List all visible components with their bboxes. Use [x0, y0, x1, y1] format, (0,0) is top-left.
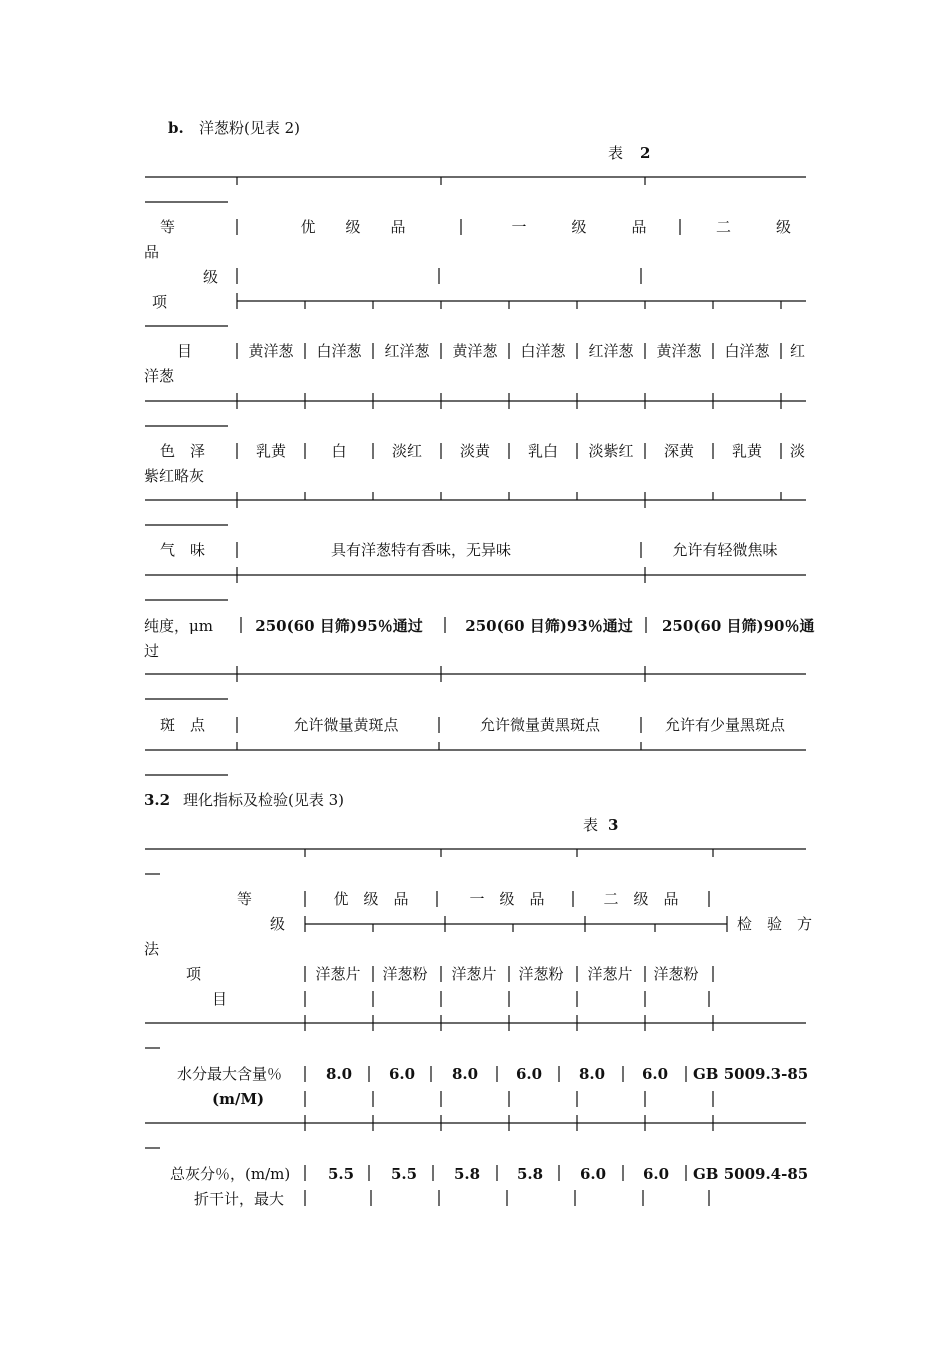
t2-header-grade-premium: 优 级 品 — [300, 218, 406, 236]
t3-corner-item-2: 目 — [212, 990, 228, 1008]
t3-ash-v1: 5.5 — [327, 1165, 355, 1183]
t3-header-grade-second: 二 级 品 — [603, 890, 679, 908]
t3-header-method: 检 验 方 — [737, 915, 813, 933]
t3-header-grade-premium: 优 级 品 — [333, 890, 409, 908]
t2-color-v3: 淡红 — [391, 442, 423, 460]
t2-sub-yellow-3: 黄洋葱 — [656, 342, 702, 360]
table3-caption-number: 3 — [608, 816, 619, 834]
t3-moisture-v2: 6.0 — [388, 1065, 416, 1083]
t2-purity-v1: 250(60 目筛)95％通过 — [255, 617, 423, 635]
t2-sub-red-3-wrap: 洋葱 — [144, 367, 175, 385]
t3-header-method-wrap: 法 — [144, 940, 160, 958]
t2-purity-v2: 250(60 目筛)93％通过 — [465, 617, 633, 635]
t2-color-label: 色 泽 — [160, 442, 206, 460]
t3-ash-v6: 6.0 — [642, 1165, 670, 1183]
t2-sub-white-3: 白洋葱 — [724, 342, 770, 360]
t3-ash-label-note: 折干计，最大 — [194, 1190, 285, 1208]
t2-sub-red-3: 红 — [790, 342, 806, 360]
t2-spot-v1: 允许微量黄斑点 — [293, 716, 399, 734]
t2-spot-label: 斑 点 — [160, 716, 206, 734]
t2-sub-white-1: 白洋葱 — [316, 342, 362, 360]
t2-header-grade-second-wrap: 品 — [144, 243, 160, 261]
t2-purity-v3: 250(60 目筛)90％通 — [662, 617, 815, 635]
t2-sub-yellow-2: 黄洋葱 — [452, 342, 498, 360]
t2-odor-v12: 具有洋葱特有香味，无异味 — [330, 541, 512, 559]
t2-color-v9: 淡 — [790, 442, 806, 460]
t2-color-v4: 淡黄 — [459, 442, 491, 460]
t2-corner-item-2: 目 — [177, 342, 193, 360]
table2-caption-number: 2 — [640, 144, 651, 162]
t3-sub-flake-1: 洋葱片 — [315, 965, 361, 983]
t2-corner-level: 级 — [203, 268, 219, 286]
t3-sub-powder-2: 洋葱粉 — [518, 965, 564, 983]
t2-sub-red-1: 红洋葱 — [384, 342, 430, 360]
t2-corner-grade: 等 — [160, 218, 176, 236]
t2-odor-v3: 允许有轻微焦味 — [672, 541, 778, 559]
t3-corner-grade: 等 — [237, 890, 253, 908]
t3-ash-v4: 5.8 — [516, 1165, 544, 1183]
t2-spot-v2: 允许微量黄黑斑点 — [479, 716, 601, 734]
t3-sub-powder-3: 洋葱粉 — [653, 965, 699, 983]
t2-color-v9-wrap: 紫红略灰 — [144, 467, 205, 485]
t2-color-v5: 乳白 — [527, 442, 559, 460]
t3-moisture-v1: 8.0 — [325, 1065, 353, 1083]
table3-caption-label: 表 — [583, 816, 599, 834]
t2-odor-label: 气 味 — [160, 541, 206, 559]
t2-purity-label: 纯度，μm — [144, 617, 213, 635]
t3-moisture-v5: 8.0 — [578, 1065, 606, 1083]
t3-moisture-method: GB 5009.3-85 — [693, 1065, 809, 1083]
t3-moisture-v3: 8.0 — [451, 1065, 479, 1083]
t3-ash-label: 总灰分％，(m/m) — [170, 1165, 291, 1183]
section-b-label: b. — [168, 119, 184, 137]
t2-spot-v3: 允许有少量黑斑点 — [664, 716, 786, 734]
t3-header-grade-first: 一 级 品 — [469, 890, 545, 908]
t3-moisture-v4: 6.0 — [515, 1065, 543, 1083]
table2-caption-label: 表 — [608, 144, 624, 162]
t2-color-v7: 深黄 — [663, 442, 695, 460]
t3-ash-v5: 6.0 — [579, 1165, 607, 1183]
t2-sub-white-2: 白洋葱 — [520, 342, 566, 360]
t2-header-grade-first: 一 级 品 — [511, 218, 647, 236]
t2-color-v6: 淡紫红 — [588, 442, 634, 460]
t3-moisture-label: 水分最大含量％ — [177, 1065, 283, 1083]
t3-moisture-label-unit: (m/M) — [212, 1090, 265, 1108]
t3-ash-v3: 5.8 — [453, 1165, 481, 1183]
t2-sub-yellow-1: 黄洋葱 — [248, 342, 294, 360]
t3-sub-flake-3: 洋葱片 — [587, 965, 633, 983]
t3-corner-item: 项 — [186, 965, 202, 983]
section-32-title: 理化指标及检验(见表 3) — [183, 791, 345, 809]
section-b-title: 洋葱粉(见表 2) — [199, 119, 301, 137]
t2-header-grade-second: 二 级 — [716, 218, 792, 236]
t3-moisture-v6: 6.0 — [641, 1065, 669, 1083]
t3-sub-powder-1: 洋葱粉 — [382, 965, 428, 983]
t2-corner-item: 项 — [152, 293, 168, 311]
t3-ash-method: GB 5009.4-85 — [693, 1165, 809, 1183]
t2-color-v2: 白 — [331, 442, 347, 460]
t3-sub-flake-2: 洋葱片 — [451, 965, 497, 983]
t2-color-v1: 乳黄 — [255, 442, 287, 460]
section-32-label: 3.2 — [144, 791, 171, 809]
t3-corner-level: 级 — [270, 915, 286, 933]
t2-color-v8: 乳黄 — [731, 442, 763, 460]
t3-ash-v2: 5.5 — [390, 1165, 418, 1183]
t2-sub-red-2: 红洋葱 — [588, 342, 634, 360]
t2-purity-v3-wrap: 过 — [144, 642, 160, 660]
